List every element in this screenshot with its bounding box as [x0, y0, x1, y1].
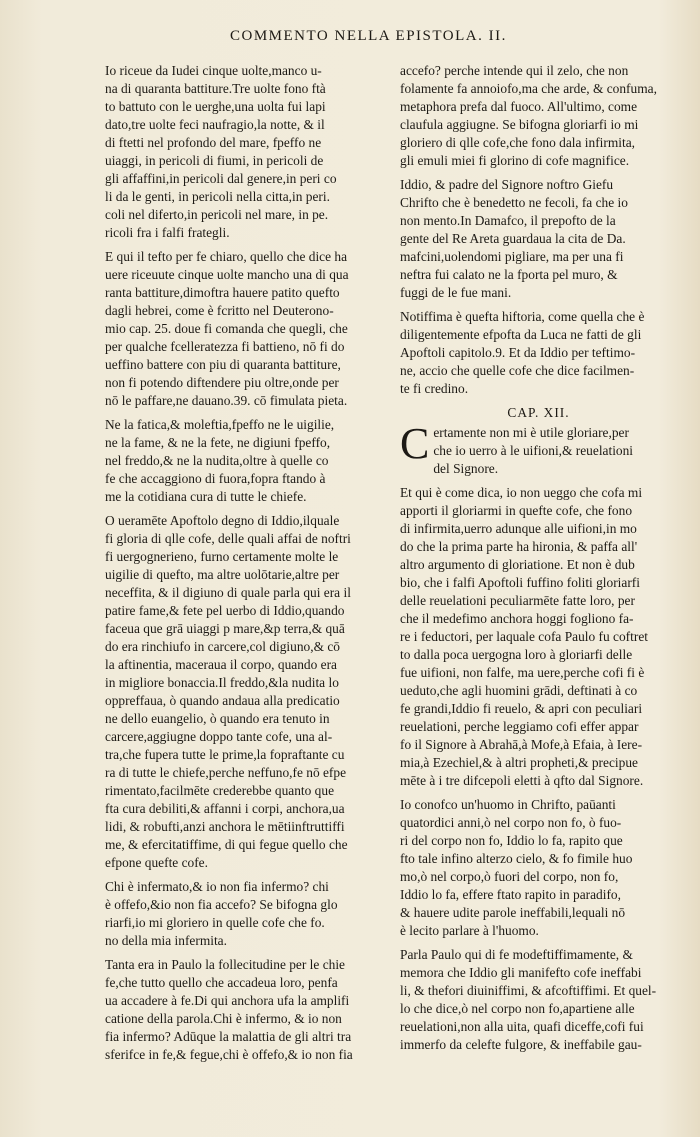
text-line: fi gloria di qlle cofe, delle quali affai de noftri	[105, 531, 351, 546]
paragraph	[400, 946, 677, 1054]
right-column-top-text	[400, 62, 677, 398]
text-line: rimentato,facilmēte crederebbe quanto que	[105, 783, 335, 798]
text-line: la aftinentia, maceraua il corpo, quando era	[105, 657, 337, 672]
chapter-opening	[400, 419, 677, 478]
text-line: Apoftoli capitolo.9. Et da Iddio per teftimo-	[400, 345, 636, 360]
text-line: di ftetti nel profondo del mare, fpeffo ne	[105, 135, 322, 150]
text-line: fi uergognerieno, furno certamente molte le	[105, 549, 339, 564]
text-line: fia infermo? Adūque la malattia de gli altri tra	[105, 1029, 352, 1044]
text-line: fe che accaggiono di fuora,fopra ftando à	[105, 471, 326, 486]
text-line: dato,tre uolte feci naufragio,la notte, & il	[105, 117, 325, 132]
text-line: Chi è infermato,& io non fia infermo? chi	[105, 879, 329, 894]
paragraph	[400, 62, 677, 170]
text-line: neceffita, & il digiuno di quale parla qui era il	[105, 585, 351, 600]
chapter-opening-line: ertamente non mi è utile gloriare,per	[433, 425, 629, 440]
text-line: ri del corpo non fo, Iddio lo fa, rapito que	[400, 833, 623, 848]
chapter-opening-line: che io uerro à le uifioni,& reuelationi	[433, 443, 634, 458]
text-line: coli nel diferto,in pericoli nel mare, in pe.	[105, 207, 329, 222]
text-line: tra,che fupera tutte le prime,la fopraftante cu	[105, 747, 345, 762]
text-line: Ne la fatica,& moleftia,fpeffo ne le uigilie,	[105, 417, 335, 432]
text-line: fuggi de le fue mani.	[400, 285, 512, 300]
text-line: Tanta era in Paulo la follecitudine per le chie	[105, 957, 345, 972]
text-line: dagli hebrei, come è fcritto nel Deuterono-	[105, 303, 334, 318]
text-line: di infirmita,uerro adunque alle uifioni,in mo	[400, 521, 637, 536]
text-line: reuelationi,non alla uita, quafi diceffe,cofi fui	[400, 1019, 644, 1034]
paragraph	[105, 512, 388, 872]
text-line: me la cotidiana cura di tutte le chiefe.	[105, 489, 307, 504]
paragraph	[105, 62, 388, 242]
right-column-bottom-text	[400, 484, 677, 1054]
text-line: immerfo da celefte fulgore, & ineffabile gau-	[400, 1037, 642, 1052]
text-line: ra di tutte le chiefe,perche neffuno,fe nō efpe	[105, 765, 347, 780]
text-line: Et qui è come dica, io non ueggo che cofa mi	[400, 485, 643, 500]
text-line: li, & thefori diuiniffimi, & afcoftiffimi. Et quel-	[400, 983, 657, 998]
text-line: Iddio lo fa, effere ftato rapito in paradifo,	[400, 887, 621, 902]
text-line: Iddio, & padre del Signore noftro Giefu	[400, 177, 614, 192]
text-line: uigilie di quefto, ma altre uolōtarie,altre per	[105, 567, 340, 582]
text-line: efpone quefte cofe.	[105, 855, 208, 870]
text-line: mio cap. 25. doue fi comanda che quegli, che	[105, 321, 348, 336]
paragraph	[400, 484, 677, 790]
paragraph	[105, 878, 388, 950]
text-line: in migliore bonaccia.Il freddo,&la nudita lo	[105, 675, 339, 690]
text-line: fta cura debiliti,& affanni i corpi, anchora,ua	[105, 801, 345, 816]
text-line: claufula aggiugne. Se bifogna gloriarfi io mi	[400, 117, 639, 132]
text-line: sferifce in fe,& fegue,chi è offefo,& io non fia	[105, 1047, 353, 1062]
text-line: ne dello euangelio, ò quando era tenuto in	[105, 711, 330, 726]
text-line: ricoli fra i falfi frategli.	[105, 225, 230, 240]
text-line: Chrifto che è benedetto ne fecoli, fa che io	[400, 195, 628, 210]
text-line: metaphora prefa dal fuoco. All'ultimo, come	[400, 99, 638, 114]
text-line: nel freddo,& ne la nudita,oltre à quelle co	[105, 453, 329, 468]
text-line: fto tale infino alterzo cielo, & fo fimile huo	[400, 851, 633, 866]
text-line: non fi potendo diftendere piu oltre,onde per	[105, 375, 339, 390]
text-line: quatordici anni,ò nel corpo non fo, ò fuo-	[400, 815, 622, 830]
text-line: gli emuli miei fi glorino di cofe magnifice.	[400, 153, 630, 168]
text-line: to battuto con le uerghe,una uolta fui lapi	[105, 99, 326, 114]
text-line: mia,à Ezechiel,& à altri propheti,& precipue	[400, 755, 638, 770]
paragraph	[105, 956, 388, 1064]
text-line: uere riceuute cinque uolte mancho una di qua	[105, 267, 349, 282]
text-line: no della mia infermita.	[105, 933, 227, 948]
text-line: reuelationi, perche leggiamo cofi effer appar	[400, 719, 639, 734]
text-line: catione della parola.Chi è infermo, & io non	[105, 1011, 342, 1026]
text-line: E qui il tefto per fe chiaro, quello che dice ha	[105, 249, 348, 264]
paragraph	[400, 308, 677, 398]
left-column	[105, 62, 388, 1070]
text-line: apporti il gloriarmi in quefte cofe, che fono	[400, 503, 633, 518]
text-line: faceua que grā uiaggi p mare,&p terra,& quā	[105, 621, 345, 636]
text-line: O ueramēte Apoftolo degno di Iddio,ilquale	[105, 513, 340, 528]
text-line: carcere,aggiugne doppo tante cofe, una al-	[105, 729, 333, 744]
text-line: folamente fa annoiofo,ma che arde, & confuma,	[400, 81, 657, 96]
running-header: COMMENTO NELLA EPISTOLA. II.	[230, 28, 507, 44]
text-line: ua accadere à fe.Di qui anchora ufa la amplifi	[105, 993, 350, 1008]
text-line: non mento.In Damafco, il prepofto de la	[400, 213, 616, 228]
text-line: nō le paffare,ne dauano.39. cō fimulata pieta.	[105, 393, 348, 408]
text-line: memora che Iddio gli manifefto cofe ineffabi	[400, 965, 642, 980]
text-line: do che la prima parte ha hironia, & paffa all'	[400, 539, 638, 554]
text-line: fue uifioni, non falfe, ma uere,perche cofi fi è	[400, 665, 645, 680]
text-line: per qualche fcelleratezza fi battieno, nō fi do	[105, 339, 345, 354]
text-line: ranta battiture,dimoftra hauere patito quefto	[105, 285, 340, 300]
text-line: Parla Paulo qui di fe modeftiffimamente, &	[400, 947, 633, 962]
text-line: patire fame,& fete pel uerbo di Iddio,quando	[105, 603, 345, 618]
text-line: è lecito parlare à l'huomo.	[400, 923, 539, 938]
text-line: ueduto,che agli huomini grādi, deftinati à co	[400, 683, 638, 698]
paragraph	[105, 416, 388, 506]
text-line: Io riceue da Iudei cinque uolte,manco u-	[105, 63, 322, 78]
text-line: uiaggi, in pericoli di fiumi, in pericoli de	[105, 153, 324, 168]
text-line: Notiffima è quefta hiftoria, come quella che è	[400, 309, 645, 324]
paragraph	[400, 176, 677, 302]
text-line: ne, accio che quelle cofe che dice facilmen-	[400, 363, 635, 378]
text-line: ueffino battere con piu di quaranta battiture,	[105, 357, 341, 372]
text-line: che il medefimo anchora hoggi fogliono fa-	[400, 611, 634, 626]
drop-capital: C	[400, 419, 430, 468]
text-line: oppreffaua, ò quando andaua alla predicatio	[105, 693, 340, 708]
text-line: re i feductori, per laquale cofa Paulo fu coftret	[400, 629, 648, 644]
text-line: accefo? perche intende qui il zelo, che non	[400, 63, 629, 78]
text-line: gloriero di qlle cofe,che fono dala infirmita,	[400, 135, 635, 150]
text-line: & hauere udite parole ineffabili,lequali nō	[400, 905, 626, 920]
text-line: fe grandi,Iddio fi reuelo, & apri con peculiari	[400, 701, 643, 716]
chapter-heading: CAP. XII.	[507, 405, 570, 420]
text-line: delle reuelationi peculiarmēte fatte loro, per	[400, 593, 635, 608]
text-line: altro argumento di gloriatione. Et non è dub	[400, 557, 635, 572]
paragraph	[105, 248, 388, 410]
paragraph	[400, 796, 677, 940]
text-line: fo il Signore à Abrahā,à Mofe,à Efaia, à Iere-	[400, 737, 643, 752]
text-line: neftra fui calato ne la fporta pel muro, &	[400, 267, 618, 282]
right-column	[400, 62, 677, 1060]
text-line: li da le genti, in pericoli nella citta,in peri.	[105, 189, 330, 204]
text-line: ne la fame, & ne la fete, ne digiuni fpeffo,	[105, 435, 331, 450]
text-line: gli affaffini,in pericoli dal genere,in peri co	[105, 171, 337, 186]
text-line: bio, che i falfi Apoftoli fuffino foliti gloriarfi	[400, 575, 640, 590]
text-line: mafcini,uolendomi pigliare, ma per una fi	[400, 249, 624, 264]
text-line: mēte à i tre difcepoli eletti à qfto dal Signore.	[400, 773, 644, 788]
text-line: to dalla poca uergogna loro à gloriarfi delle	[400, 647, 633, 662]
text-line: te fi credino.	[400, 381, 469, 396]
text-line: do era rinchiufo in carcere,col digiuno,& cō	[105, 639, 340, 654]
text-line: me, & efercitatiffime, di qui fegue quello che	[105, 837, 348, 852]
text-line: lo che dice,ò nel corpo non fo,apartiene alle	[400, 1001, 635, 1016]
text-line: mo,ò nel corpo,ò fuori del corpo, non fo,	[400, 869, 619, 884]
text-line: lidi, & robufti,anzi anchora le mētiinftruttiffi	[105, 819, 345, 834]
text-line: na di quaranta battiture.Tre uolte fono ftà	[105, 81, 326, 96]
text-line: diligentemente efpofta da Luca ne fatti de gli	[400, 327, 642, 342]
text-line: fe,che tutto quello che accadeua loro, penfa	[105, 975, 338, 990]
text-line: riarfi,io mi gloriero in quelle cofe che fo.	[105, 915, 325, 930]
text-line: è offefo,&io non fia accefo? Se bifogna glo	[105, 897, 338, 912]
text-line: Io conofco un'huomo in Chrifto, paūanti	[400, 797, 616, 812]
text-line: gente del Re Areta guardaua la cita de Da.	[400, 231, 626, 246]
chapter-opening-line: del Signore.	[433, 461, 499, 476]
